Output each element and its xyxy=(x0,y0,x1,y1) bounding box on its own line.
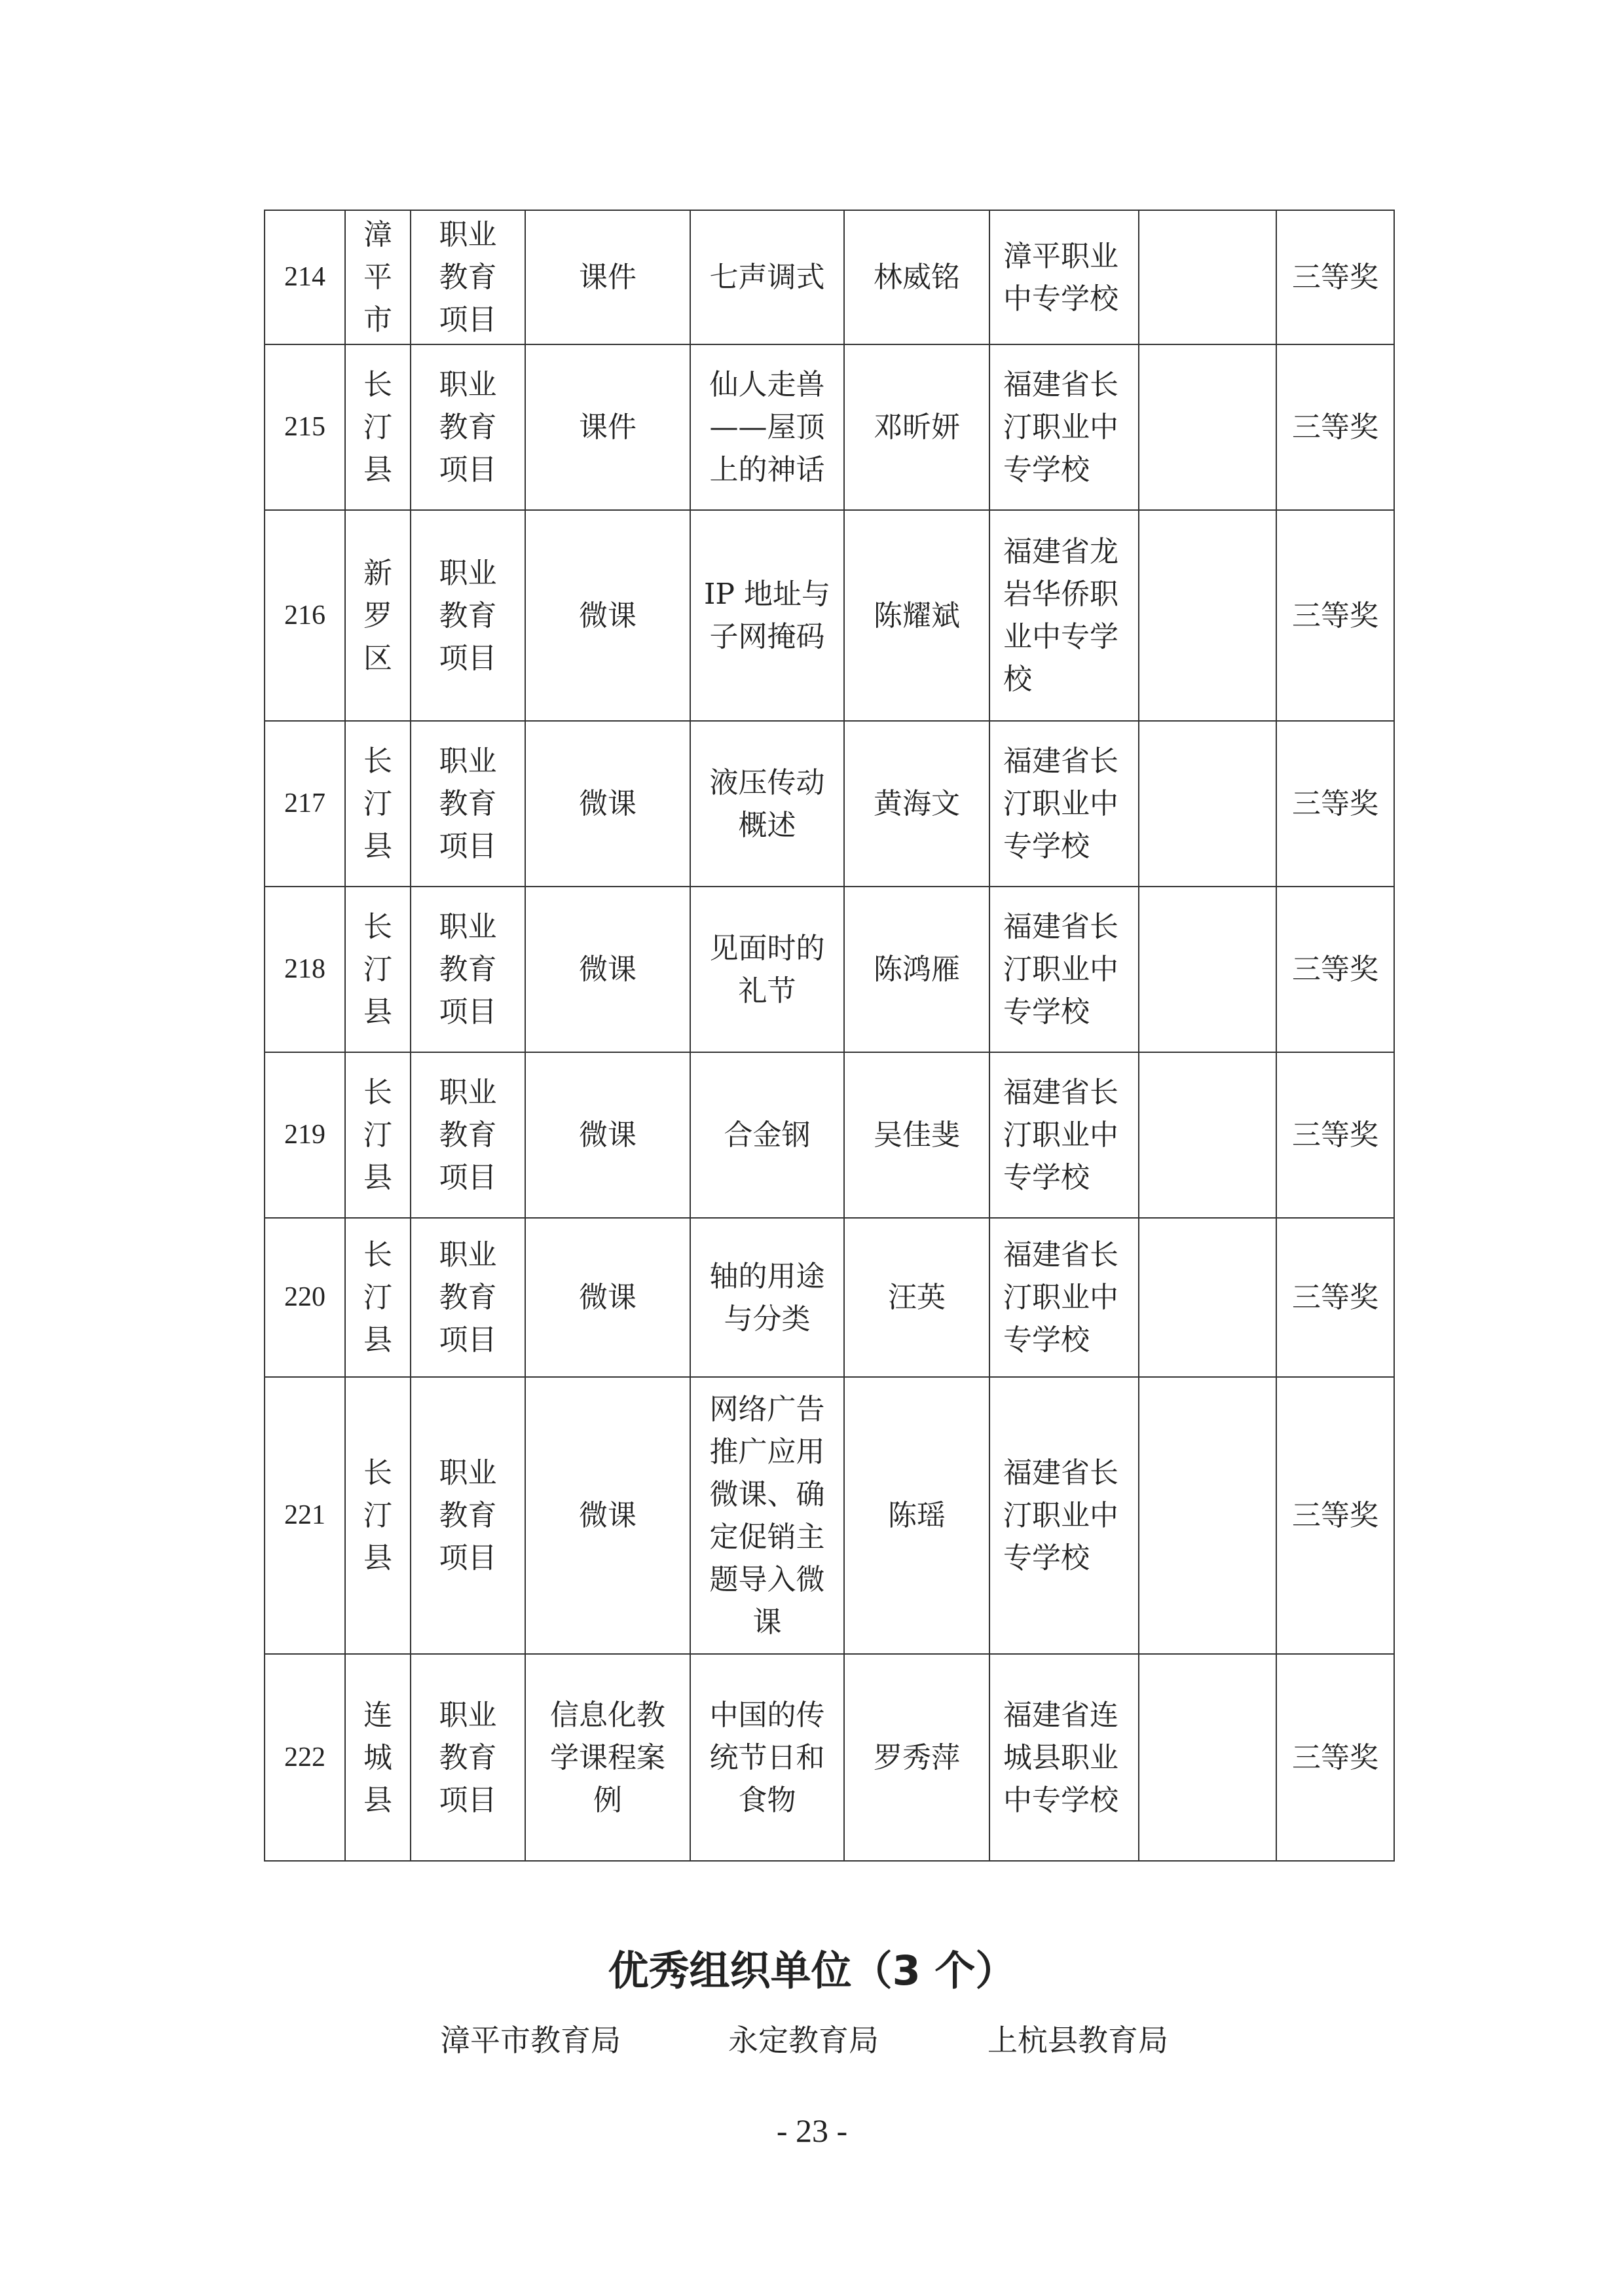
region-line: 县 xyxy=(363,830,392,863)
title-line: 食物 xyxy=(738,1783,796,1817)
category-line: 职业 xyxy=(439,556,497,590)
table-row xyxy=(265,1654,1394,1861)
cell-extra xyxy=(1139,210,1276,344)
cell-author: 罗秀萍 xyxy=(844,1654,989,1861)
type-line: 例 xyxy=(593,1783,622,1817)
cell-type xyxy=(525,1654,690,1861)
type-line: 课件 xyxy=(579,411,637,444)
region-line: 罗 xyxy=(363,598,392,633)
category-line: 教育 xyxy=(439,953,497,986)
cell-type xyxy=(525,344,690,510)
school-line: 专学校 xyxy=(1003,1161,1090,1194)
region-line: 汀 xyxy=(363,411,392,444)
cell-school xyxy=(989,1654,1139,1861)
cell-award: 三等奖 xyxy=(1276,1654,1394,1861)
cell-author: 汪英 xyxy=(844,1218,989,1377)
region-line: 汀 xyxy=(363,1281,392,1314)
school-line: 中专学校 xyxy=(1003,282,1118,316)
cell-award: 三等奖 xyxy=(1276,510,1394,721)
cell-award: 三等奖 xyxy=(1276,1052,1394,1218)
title-line: ——屋顶 xyxy=(709,411,825,444)
title-line: 仙人走兽 xyxy=(709,368,825,401)
type-line: 课件 xyxy=(579,261,637,294)
cell-category xyxy=(411,1377,525,1654)
cell-school xyxy=(989,344,1139,510)
cell-no: 215 xyxy=(265,344,345,510)
cell-school xyxy=(989,210,1139,344)
category-line: 项目 xyxy=(439,303,497,337)
cell-title xyxy=(690,1377,844,1654)
school-line: 福建省龙 xyxy=(1003,535,1118,568)
cell-type xyxy=(525,1052,690,1218)
type-line: 微课 xyxy=(579,1281,637,1314)
cell-type xyxy=(525,721,690,887)
table-row xyxy=(265,1052,1394,1218)
title-line: 网络广告 xyxy=(709,1392,825,1426)
cell-extra xyxy=(1139,1218,1276,1377)
region-line: 连 xyxy=(363,1698,392,1732)
cell-title xyxy=(690,1052,844,1218)
category-line: 项目 xyxy=(439,1783,497,1817)
cell-title xyxy=(690,1218,844,1377)
school-line: 福建省长 xyxy=(1003,1456,1118,1490)
school-line: 汀职业中 xyxy=(1003,953,1118,986)
school-line: 汀职业中 xyxy=(1003,411,1118,444)
cell-no: 217 xyxy=(265,721,345,887)
category-line: 职业 xyxy=(439,1076,497,1109)
school-line: 中专学校 xyxy=(1003,1783,1118,1817)
table-row xyxy=(265,344,1394,510)
region-line: 市 xyxy=(363,303,392,337)
title-line: 上的神话 xyxy=(709,453,825,487)
cell-region xyxy=(345,1218,411,1377)
cell-author: 陈瑶 xyxy=(844,1377,989,1654)
region-line: 长 xyxy=(363,744,392,778)
cell-award: 三等奖 xyxy=(1276,210,1394,344)
cell-extra xyxy=(1139,721,1276,887)
awards-table xyxy=(264,210,1395,1862)
title-line: 统节日和 xyxy=(709,1740,825,1774)
region-line: 汀 xyxy=(363,953,392,986)
title-line: 轴的用途 xyxy=(709,1259,825,1293)
category-line: 教育 xyxy=(439,1740,497,1774)
section-title: 优秀组织单位（3 个） xyxy=(608,1947,1016,1994)
school-line: 岩华侨职 xyxy=(1003,578,1118,611)
cell-category xyxy=(411,210,525,344)
region-line: 县 xyxy=(363,1323,392,1357)
cell-category xyxy=(411,1654,525,1861)
cell-no: 222 xyxy=(265,1654,345,1861)
cell-category xyxy=(411,510,525,721)
cell-region xyxy=(345,887,411,1052)
category-line: 职业 xyxy=(439,368,497,401)
title-line: 定促销主 xyxy=(709,1520,825,1554)
cell-author: 林威铭 xyxy=(844,210,989,344)
region-line: 县 xyxy=(363,995,392,1029)
org-unit-2: 永定教育局 xyxy=(728,2023,879,2058)
category-line: 职业 xyxy=(439,744,497,778)
school-line: 校 xyxy=(1003,663,1032,696)
region-line: 汀 xyxy=(363,1499,392,1532)
title-line: 微课、确 xyxy=(709,1477,825,1511)
type-line: 微课 xyxy=(579,953,637,986)
region-line: 城 xyxy=(363,1740,392,1774)
cell-extra xyxy=(1139,510,1276,721)
school-line: 福建省长 xyxy=(1003,1238,1118,1272)
school-line: 汀职业中 xyxy=(1003,787,1118,820)
cell-award: 三等奖 xyxy=(1276,344,1394,510)
title-line: 礼节 xyxy=(738,974,796,1008)
org-unit-3: 上杭县教育局 xyxy=(987,2023,1168,2058)
category-line: 职业 xyxy=(439,910,497,944)
cell-extra xyxy=(1139,887,1276,1052)
school-line: 专学校 xyxy=(1003,453,1090,487)
title-line: 与分类 xyxy=(724,1302,811,1336)
title-line: 中国的传 xyxy=(709,1698,825,1732)
region-line: 汀 xyxy=(363,1118,392,1152)
type-line: 信息化教 xyxy=(550,1698,665,1732)
type-line: 微课 xyxy=(579,787,637,820)
school-line: 福建省长 xyxy=(1003,910,1118,944)
cell-region xyxy=(345,1377,411,1654)
table-row xyxy=(265,721,1394,887)
cell-title xyxy=(690,344,844,510)
cell-award: 三等奖 xyxy=(1276,887,1394,1052)
cell-region xyxy=(345,1654,411,1861)
cell-region xyxy=(345,344,411,510)
category-line: 职业 xyxy=(439,218,497,251)
table-row xyxy=(265,510,1394,721)
cell-extra xyxy=(1139,1377,1276,1654)
cell-extra xyxy=(1139,1654,1276,1861)
cell-type xyxy=(525,1218,690,1377)
region-line: 新 xyxy=(363,556,392,590)
cell-school xyxy=(989,721,1139,887)
title-line: 液压传动 xyxy=(709,765,825,799)
table-row xyxy=(265,1377,1394,1654)
school-line: 专学校 xyxy=(1003,995,1090,1029)
category-line: 项目 xyxy=(439,1541,497,1575)
cell-category xyxy=(411,1218,525,1377)
school-line: 业中专学 xyxy=(1003,620,1118,653)
region-line: 长 xyxy=(363,1076,392,1109)
cell-type xyxy=(525,1377,690,1654)
title-line: 见面时的 xyxy=(709,931,825,965)
region-line: 长 xyxy=(363,368,392,401)
title-line: 推广应用 xyxy=(709,1435,825,1469)
cell-author: 邓昕妍 xyxy=(844,344,989,510)
region-line: 长 xyxy=(363,1238,392,1272)
category-line: 教育 xyxy=(439,261,497,294)
category-line: 教育 xyxy=(439,1499,497,1532)
school-line: 福建省长 xyxy=(1003,368,1118,401)
type-line: 微课 xyxy=(579,1499,637,1532)
school-line: 福建省连 xyxy=(1003,1698,1118,1732)
category-line: 项目 xyxy=(439,1161,497,1194)
category-line: 职业 xyxy=(439,1698,497,1732)
title-line: 课 xyxy=(752,1605,782,1639)
cell-title xyxy=(690,1654,844,1861)
cell-type xyxy=(525,510,690,721)
cell-region xyxy=(345,721,411,887)
cell-no: 219 xyxy=(265,1052,345,1218)
cell-school xyxy=(989,1052,1139,1218)
cell-category xyxy=(411,1052,525,1218)
category-line: 项目 xyxy=(439,641,497,675)
cell-school xyxy=(989,510,1139,721)
cell-title xyxy=(690,210,844,344)
cell-extra xyxy=(1139,344,1276,510)
category-line: 教育 xyxy=(439,1281,497,1314)
cell-type xyxy=(525,887,690,1052)
cell-no: 221 xyxy=(265,1377,345,1654)
cell-category xyxy=(411,887,525,1052)
category-line: 职业 xyxy=(439,1238,497,1272)
cell-category xyxy=(411,344,525,510)
category-line: 项目 xyxy=(439,1323,497,1357)
school-line: 汀职业中 xyxy=(1003,1499,1118,1532)
region-line: 县 xyxy=(363,453,392,487)
region-line: 县 xyxy=(363,1161,392,1194)
title-line: IP 地址与 xyxy=(704,578,830,611)
title-line: 题导入微 xyxy=(709,1562,825,1596)
cell-award: 三等奖 xyxy=(1276,1377,1394,1654)
cell-school xyxy=(989,1218,1139,1377)
cell-author: 吴佳斐 xyxy=(844,1052,989,1218)
table-row xyxy=(265,210,1394,344)
region-line: 平 xyxy=(363,261,392,294)
school-line: 福建省长 xyxy=(1003,744,1118,778)
category-line: 项目 xyxy=(439,830,497,863)
org-unit-1: 漳平市教育局 xyxy=(440,2023,621,2058)
cell-category xyxy=(411,721,525,887)
title-line: 合金钢 xyxy=(724,1118,811,1152)
type-line: 微课 xyxy=(579,1118,637,1152)
region-line: 区 xyxy=(363,641,392,675)
page-number: - 23 - xyxy=(776,2112,848,2149)
region-line: 长 xyxy=(363,910,392,944)
category-line: 项目 xyxy=(439,453,497,487)
category-line: 教育 xyxy=(439,598,497,633)
table-row xyxy=(265,1218,1394,1377)
cell-region xyxy=(345,210,411,344)
title-line: 概述 xyxy=(738,808,796,842)
region-line: 县 xyxy=(363,1783,392,1817)
title-line: 子网掩码 xyxy=(709,620,825,653)
category-line: 教育 xyxy=(439,787,497,820)
cell-no: 214 xyxy=(265,210,345,344)
cell-author: 陈耀斌 xyxy=(844,510,989,721)
cell-author: 陈鸿雁 xyxy=(844,887,989,1052)
cell-extra xyxy=(1139,1052,1276,1218)
cell-school xyxy=(989,1377,1139,1654)
cell-title xyxy=(690,721,844,887)
cell-no: 220 xyxy=(265,1218,345,1377)
school-line: 专学校 xyxy=(1003,1323,1090,1357)
cell-type xyxy=(525,210,690,344)
cell-title xyxy=(690,887,844,1052)
cell-award: 三等奖 xyxy=(1276,721,1394,887)
region-line: 长 xyxy=(363,1456,392,1490)
cell-region xyxy=(345,510,411,721)
school-line: 汀职业中 xyxy=(1003,1281,1118,1314)
school-line: 汀职业中 xyxy=(1003,1118,1118,1152)
category-line: 教育 xyxy=(439,411,497,444)
cell-region xyxy=(345,1052,411,1218)
cell-title xyxy=(690,510,844,721)
cell-award: 三等奖 xyxy=(1276,1218,1394,1377)
region-line: 汀 xyxy=(363,787,392,820)
school-line: 专学校 xyxy=(1003,1541,1090,1575)
type-line: 学课程案 xyxy=(550,1740,665,1774)
school-line: 专学校 xyxy=(1003,830,1090,863)
cell-author: 黄海文 xyxy=(844,721,989,887)
school-line: 福建省长 xyxy=(1003,1076,1118,1109)
school-line: 城县职业 xyxy=(1003,1740,1118,1774)
region-line: 漳 xyxy=(363,218,392,251)
table-row xyxy=(265,887,1394,1052)
type-line: 微课 xyxy=(579,598,637,633)
cell-no: 218 xyxy=(265,887,345,1052)
region-line: 县 xyxy=(363,1541,392,1575)
school-line: 漳平职业 xyxy=(1003,239,1118,273)
category-line: 教育 xyxy=(439,1118,497,1152)
cell-school xyxy=(989,887,1139,1052)
cell-no: 216 xyxy=(265,510,345,721)
category-line: 职业 xyxy=(439,1456,497,1490)
category-line: 项目 xyxy=(439,995,497,1029)
title-line: 七声调式 xyxy=(709,261,825,294)
